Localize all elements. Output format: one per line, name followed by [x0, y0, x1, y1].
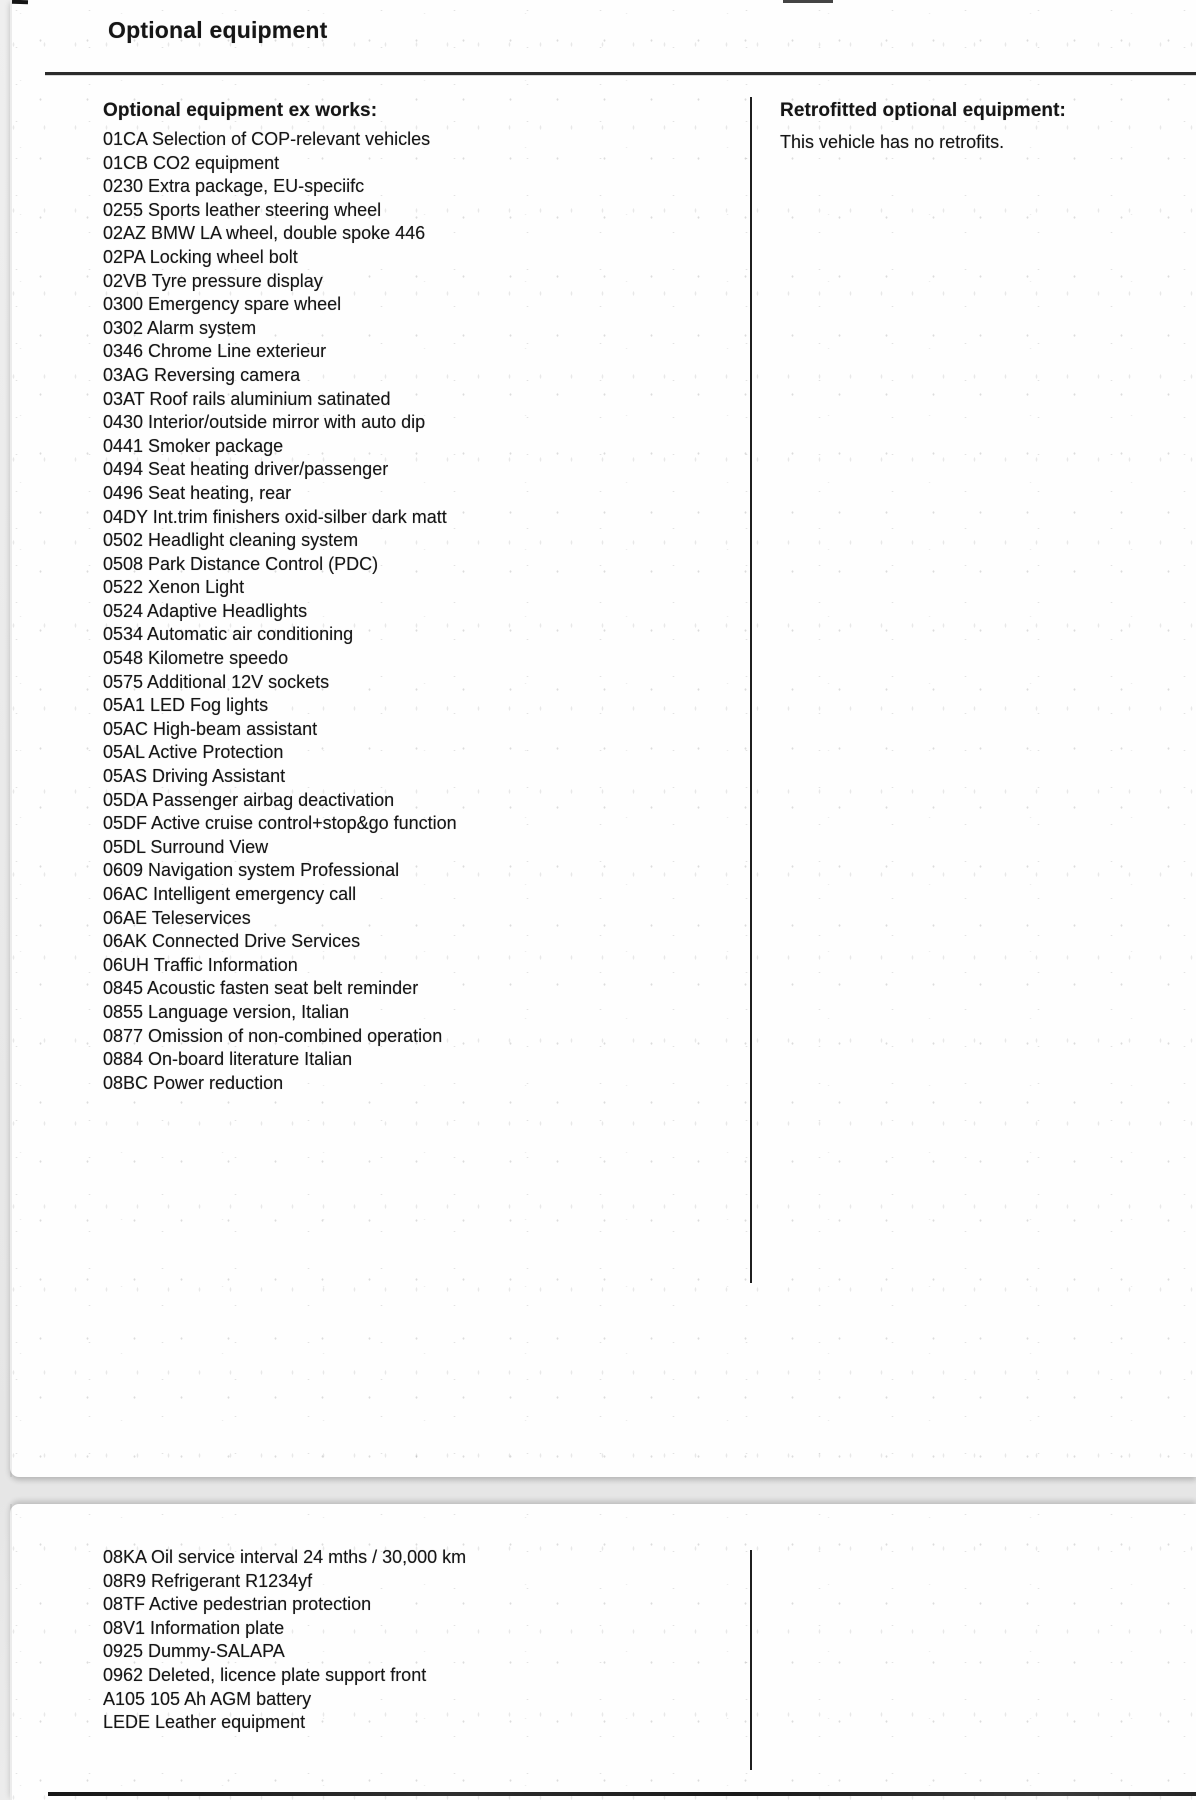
equipment-item: 0524 Adaptive Headlights [103, 600, 308, 621]
equipment-item: 0609 Navigation system Professional [103, 860, 400, 881]
equipment-item: 05DA Passenger airbag deactivation [103, 789, 395, 810]
equipment-item: 0877 Omission of non-combined operation [103, 1025, 443, 1046]
equipment-item: 0300 Emergency spare wheel [103, 294, 342, 315]
equipment-item: 0508 Park Distance Control (PDC) [103, 553, 379, 574]
equipment-item: 0884 On-board literature Italian [103, 1049, 353, 1070]
page-1 [10, 0, 1196, 1477]
equipment-item: 02AZ BMW LA wheel, double spoke 446 [103, 223, 426, 244]
column-divider-continued [750, 1550, 752, 1770]
equipment-item: 05DL Surround View [103, 836, 269, 857]
title-rule [45, 72, 1196, 75]
retrofit-status: This vehicle has no retrofits. [780, 132, 1005, 152]
page-edge-crease [10, 0, 12, 1477]
equipment-item: 05AC High-beam assistant [103, 718, 318, 739]
equipment-item: 06AK Connected Drive Services [103, 931, 361, 952]
equipment-item: 08TF Active pedestrian protection [103, 1594, 372, 1615]
equipment-item: 01CB CO2 equipment [103, 152, 280, 173]
scan-artifact-top-right [783, 0, 833, 3]
equipment-item: 05DF Active cruise control+stop&go function [103, 813, 457, 834]
page-edge-crease [10, 1504, 12, 1800]
equipment-item: 0925 Dummy-SALAPA [103, 1641, 285, 1662]
equipment-item: 0302 Alarm system [103, 317, 257, 338]
equipment-item: 0430 Interior/outside mirror with auto dip [103, 412, 426, 433]
equipment-item: 0255 Sports leather steering wheel [103, 199, 382, 220]
equipment-item: 06AE Teleservices [103, 907, 251, 928]
retrofit-header: Retrofitted optional equipment: [780, 100, 1066, 121]
equipment-item: 0346 Chrome Line exterieur [103, 341, 327, 362]
equipment-item: 0845 Acoustic fasten seat belt reminder [103, 978, 419, 999]
equipment-item: 05A1 LED Fog lights [103, 695, 269, 716]
equipment-item: 0962 Deleted, licence plate support front [103, 1664, 427, 1685]
equipment-item: 0522 Xenon Light [103, 577, 245, 598]
column-divider [750, 97, 752, 1283]
equipment-item: 02PA Locking wheel bolt [103, 246, 298, 267]
equipment-item: 05AL Active Protection [103, 742, 284, 763]
ex-works-equipment-list [103, 128, 723, 1095]
ex-works-equipment-list-continued [103, 1546, 723, 1735]
ex-works-header: Optional equipment ex works: [103, 100, 378, 121]
equipment-item: A105 105 Ah AGM battery [103, 1688, 312, 1709]
equipment-item: 05AS Driving Assistant [103, 766, 286, 787]
equipment-item: 08BC Power reduction [103, 1072, 284, 1093]
equipment-item: LEDE Leather equipment [103, 1712, 306, 1733]
equipment-item: 06AC Intelligent emergency call [103, 884, 357, 904]
equipment-item: 0494 Seat heating driver/passenger [103, 459, 389, 480]
document-title: Optional equipment [108, 17, 328, 43]
equipment-item: 0548 Kilometre speedo [103, 648, 289, 669]
equipment-item: 06UH Traffic Information [103, 954, 298, 975]
equipment-item: 02VB Tyre pressure display [103, 270, 323, 291]
bottom-rule [48, 1792, 1196, 1796]
equipment-item: 08R9 Refrigerant R1234yf [103, 1570, 313, 1591]
equipment-item: 08KA Oil service interval 24 mths / 30,000 km [103, 1547, 467, 1567]
scan-artifact-top-left [12, 0, 28, 4]
equipment-item: 03AG Reversing camera [103, 364, 301, 385]
equipment-item: 08V1 Information plate [103, 1617, 285, 1638]
equipment-item: 04DY Int.trim finishers oxid-silber dark matt [103, 506, 447, 527]
equipment-item: 0502 Headlight cleaning system [103, 530, 359, 551]
equipment-item: 0534 Automatic air conditioning [103, 624, 354, 645]
equipment-item: 0230 Extra package, EU-speciifc [103, 176, 365, 197]
equipment-item: 0496 Seat heating, rear [103, 482, 292, 503]
page-2 [10, 1504, 1196, 1800]
equipment-item: 0441 Smoker package [103, 435, 284, 456]
equipment-item: 0575 Additional 12V sockets [103, 671, 330, 692]
equipment-item: 0855 Language version, Italian [103, 1001, 350, 1022]
equipment-item: 03AT Roof rails aluminium satinated [103, 388, 391, 409]
equipment-item: 01CA Selection of COP-relevant vehicles [103, 129, 431, 149]
